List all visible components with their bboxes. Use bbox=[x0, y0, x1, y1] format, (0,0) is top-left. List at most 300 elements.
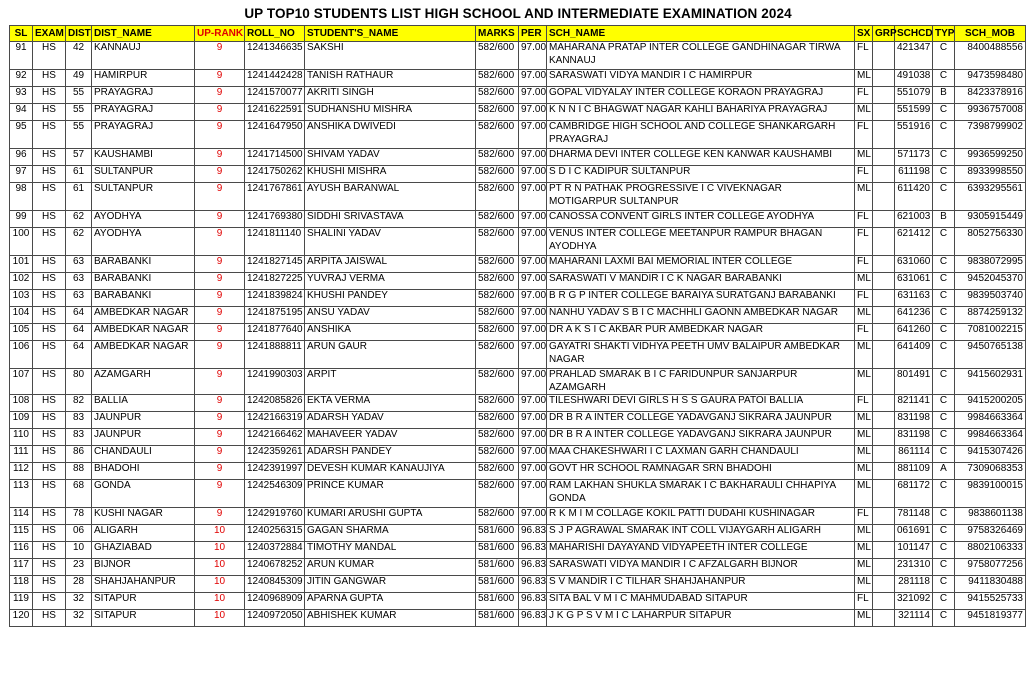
student-name-cell: SIDDHI SRIVASTAVA bbox=[305, 211, 476, 228]
col-header-up-rank: UP-RANK bbox=[195, 26, 245, 42]
sl-cell: 102 bbox=[10, 273, 33, 290]
group-cell bbox=[873, 121, 895, 149]
school-mobile-cell: 9984663364 bbox=[955, 429, 1026, 446]
sex-cell: ML bbox=[855, 412, 873, 429]
roll-no-cell: 1241839824 bbox=[245, 290, 305, 307]
school-mobile-cell: 9411830488 bbox=[955, 576, 1026, 593]
col-header-per: PER bbox=[519, 26, 547, 42]
school-code-cell: 631060 bbox=[895, 256, 933, 273]
up-rank-cell: 10 bbox=[195, 559, 245, 576]
school-code-cell: 281118 bbox=[895, 576, 933, 593]
roll-no-cell: 1241570077 bbox=[245, 87, 305, 104]
exam-cell: HS bbox=[33, 446, 66, 463]
sex-cell: FL bbox=[855, 395, 873, 412]
school-name-cell: MAHARANI LAXMI BAI MEMORIAL INTER COLLEGE bbox=[547, 256, 855, 273]
student-name-cell: AKRITI SINGH bbox=[305, 87, 476, 104]
table-row bbox=[10, 429, 1026, 446]
student-name-cell: ABHISHEK KUMAR bbox=[305, 610, 476, 627]
up-rank-cell: 9 bbox=[195, 256, 245, 273]
school-mobile-cell: 9451819377 bbox=[955, 610, 1026, 627]
table-row bbox=[10, 324, 1026, 341]
exam-cell: HS bbox=[33, 87, 66, 104]
school-name-cell: NANHU YADAV S B I C MACHHLI GAONN AMBEDKAR NAGAR bbox=[547, 307, 855, 324]
group-cell bbox=[873, 149, 895, 166]
exam-cell: HS bbox=[33, 104, 66, 121]
roll-no-cell: 1241647950 bbox=[245, 121, 305, 149]
roll-no-cell: 1242166319 bbox=[245, 412, 305, 429]
dist-name-cell: SHAHJAHANPUR bbox=[92, 576, 195, 593]
exam-cell: HS bbox=[33, 121, 66, 149]
roll-no-cell: 1242391997 bbox=[245, 463, 305, 480]
per-cell: 97.00 bbox=[519, 290, 547, 307]
marks-cell: 582/600 bbox=[476, 211, 519, 228]
marks-cell: 582/600 bbox=[476, 369, 519, 395]
group-cell bbox=[873, 307, 895, 324]
school-name-cell: B R G P INTER COLLEGE BARAIYA SURATGANJ BARABANKI bbox=[547, 290, 855, 307]
sl-cell: 94 bbox=[10, 104, 33, 121]
school-name-cell: PRAHLAD SMARAK B I C FARIDUNPUR SANJARPUR AZAMGARH bbox=[547, 369, 855, 395]
school-name-cell: GOVT HR SCHOOL RAMNAGAR SRN BHADOHI bbox=[547, 463, 855, 480]
group-cell bbox=[873, 104, 895, 121]
type-cell: C bbox=[933, 273, 955, 290]
type-cell: C bbox=[933, 290, 955, 307]
exam-cell: HS bbox=[33, 290, 66, 307]
school-mobile-cell: 9838601138 bbox=[955, 508, 1026, 525]
sex-cell: ML bbox=[855, 610, 873, 627]
student-name-cell: APARNA GUPTA bbox=[305, 593, 476, 610]
sl-cell: 95 bbox=[10, 121, 33, 149]
school-code-cell: 491038 bbox=[895, 70, 933, 87]
per-cell: 97.00 bbox=[519, 508, 547, 525]
page-title: UP TOP10 STUDENTS LIST HIGH SCHOOL AND INTERMEDIATE EXAMINATION 2024 bbox=[244, 6, 792, 21]
table-row bbox=[10, 525, 1026, 542]
sex-cell: ML bbox=[855, 480, 873, 508]
type-cell: C bbox=[933, 121, 955, 149]
school-name-cell: J K G P S V M I C LAHARPUR SITAPUR bbox=[547, 610, 855, 627]
dist-name-cell: BARABANKI bbox=[92, 290, 195, 307]
roll-no-cell: 1241888811 bbox=[245, 341, 305, 369]
school-name-cell: VENUS INTER COLLEGE MEETANPUR RAMPUR BHAGAN AYODHYA bbox=[547, 228, 855, 256]
sex-cell: ML bbox=[855, 576, 873, 593]
per-cell: 97.00 bbox=[519, 341, 547, 369]
per-cell: 96.83 bbox=[519, 610, 547, 627]
sl-cell: 91 bbox=[10, 42, 33, 70]
marks-cell: 581/600 bbox=[476, 559, 519, 576]
header-row bbox=[10, 26, 1026, 42]
per-cell: 97.00 bbox=[519, 369, 547, 395]
dist-name-cell: SITAPUR bbox=[92, 593, 195, 610]
dist-name-cell: SITAPUR bbox=[92, 610, 195, 627]
up-rank-cell: 10 bbox=[195, 610, 245, 627]
table-row bbox=[10, 256, 1026, 273]
roll-no-cell: 1242546309 bbox=[245, 480, 305, 508]
student-name-cell: ANSHIKA bbox=[305, 324, 476, 341]
marks-cell: 582/600 bbox=[476, 307, 519, 324]
dist-name-cell: JAUNPUR bbox=[92, 412, 195, 429]
type-cell: C bbox=[933, 183, 955, 211]
up-rank-cell: 9 bbox=[195, 395, 245, 412]
group-cell bbox=[873, 166, 895, 183]
group-cell bbox=[873, 290, 895, 307]
school-code-cell: 781148 bbox=[895, 508, 933, 525]
sex-cell: FL bbox=[855, 256, 873, 273]
school-name-cell: SARASWATI V MANDIR I C K NAGAR BARABANKI bbox=[547, 273, 855, 290]
roll-no-cell: 1241442428 bbox=[245, 70, 305, 87]
sl-cell: 105 bbox=[10, 324, 33, 341]
per-cell: 96.83 bbox=[519, 559, 547, 576]
dist-name-cell: SULTANPUR bbox=[92, 166, 195, 183]
school-mobile-cell: 9473598480 bbox=[955, 70, 1026, 87]
school-code-cell: 861114 bbox=[895, 446, 933, 463]
up-rank-cell: 9 bbox=[195, 369, 245, 395]
col-header-dist-name: DIST_NAME bbox=[92, 26, 195, 42]
student-name-cell: ANSHIKA DWIVEDI bbox=[305, 121, 476, 149]
school-name-cell: CANOSSA CONVENT GIRLS INTER COLLEGE AYODHYA bbox=[547, 211, 855, 228]
dist-code-cell: 64 bbox=[66, 307, 92, 324]
dist-code-cell: 42 bbox=[66, 42, 92, 70]
type-cell: C bbox=[933, 256, 955, 273]
group-cell bbox=[873, 183, 895, 211]
school-code-cell: 631163 bbox=[895, 290, 933, 307]
per-cell: 97.00 bbox=[519, 324, 547, 341]
school-name-cell: SITA BAL V M I C MAHMUDABAD SITAPUR bbox=[547, 593, 855, 610]
dist-code-cell: 62 bbox=[66, 228, 92, 256]
dist-code-cell: 62 bbox=[66, 211, 92, 228]
sl-cell: 104 bbox=[10, 307, 33, 324]
sl-cell: 120 bbox=[10, 610, 33, 627]
exam-cell: HS bbox=[33, 273, 66, 290]
type-cell: C bbox=[933, 412, 955, 429]
student-name-cell: KHUSHI MISHRA bbox=[305, 166, 476, 183]
up-rank-cell: 9 bbox=[195, 228, 245, 256]
dist-code-cell: 55 bbox=[66, 104, 92, 121]
dist-name-cell: AMBEDKAR NAGAR bbox=[92, 307, 195, 324]
school-code-cell: 821141 bbox=[895, 395, 933, 412]
per-cell: 97.00 bbox=[519, 121, 547, 149]
per-cell: 97.00 bbox=[519, 42, 547, 70]
table-row bbox=[10, 183, 1026, 211]
marks-cell: 582/600 bbox=[476, 87, 519, 104]
table-row bbox=[10, 70, 1026, 87]
school-code-cell: 801491 bbox=[895, 369, 933, 395]
per-cell: 97.00 bbox=[519, 307, 547, 324]
per-cell: 97.00 bbox=[519, 395, 547, 412]
school-mobile-cell: 7309068353 bbox=[955, 463, 1026, 480]
sex-cell: FL bbox=[855, 42, 873, 70]
sl-cell: 118 bbox=[10, 576, 33, 593]
school-mobile-cell: 7081002215 bbox=[955, 324, 1026, 341]
sex-cell: ML bbox=[855, 273, 873, 290]
type-cell: C bbox=[933, 429, 955, 446]
dist-name-cell: KAUSHAMBI bbox=[92, 149, 195, 166]
school-mobile-cell: 9452045370 bbox=[955, 273, 1026, 290]
dist-name-cell: JAUNPUR bbox=[92, 429, 195, 446]
sex-cell: ML bbox=[855, 104, 873, 121]
marks-cell: 582/600 bbox=[476, 412, 519, 429]
per-cell: 97.00 bbox=[519, 429, 547, 446]
school-mobile-cell: 9450765138 bbox=[955, 341, 1026, 369]
group-cell bbox=[873, 324, 895, 341]
sl-cell: 100 bbox=[10, 228, 33, 256]
dist-name-cell: AMBEDKAR NAGAR bbox=[92, 341, 195, 369]
school-mobile-cell: 8802106333 bbox=[955, 542, 1026, 559]
type-cell: C bbox=[933, 542, 955, 559]
student-name-cell: ANSU YADAV bbox=[305, 307, 476, 324]
roll-no-cell: 1240845309 bbox=[245, 576, 305, 593]
sl-cell: 92 bbox=[10, 70, 33, 87]
roll-no-cell: 1240256315 bbox=[245, 525, 305, 542]
student-name-cell: DEVESH KUMAR KANAUJIYA bbox=[305, 463, 476, 480]
marks-cell: 582/600 bbox=[476, 480, 519, 508]
per-cell: 96.83 bbox=[519, 576, 547, 593]
school-code-cell: 881109 bbox=[895, 463, 933, 480]
exam-cell: HS bbox=[33, 429, 66, 446]
table-row bbox=[10, 149, 1026, 166]
per-cell: 97.00 bbox=[519, 87, 547, 104]
group-cell bbox=[873, 341, 895, 369]
per-cell: 97.00 bbox=[519, 70, 547, 87]
col-header-typ: TYP bbox=[933, 26, 955, 42]
up-rank-cell: 9 bbox=[195, 290, 245, 307]
roll-no-cell: 1241622591 bbox=[245, 104, 305, 121]
school-code-cell: 631061 bbox=[895, 273, 933, 290]
school-name-cell: DR A K S I C AKBAR PUR AMBEDKAR NAGAR bbox=[547, 324, 855, 341]
table-row bbox=[10, 121, 1026, 149]
group-cell bbox=[873, 87, 895, 104]
school-mobile-cell: 6393295561 bbox=[955, 183, 1026, 211]
up-rank-cell: 9 bbox=[195, 508, 245, 525]
school-code-cell: 611198 bbox=[895, 166, 933, 183]
school-mobile-cell: 9415525733 bbox=[955, 593, 1026, 610]
roll-no-cell: 1241767861 bbox=[245, 183, 305, 211]
marks-cell: 581/600 bbox=[476, 610, 519, 627]
up-rank-cell: 9 bbox=[195, 211, 245, 228]
dist-code-cell: 57 bbox=[66, 149, 92, 166]
student-name-cell: ARUN KUMAR bbox=[305, 559, 476, 576]
up-rank-cell: 9 bbox=[195, 183, 245, 211]
dist-name-cell: AYODHYA bbox=[92, 211, 195, 228]
sl-cell: 113 bbox=[10, 480, 33, 508]
school-mobile-cell: 9839100015 bbox=[955, 480, 1026, 508]
roll-no-cell: 1241769380 bbox=[245, 211, 305, 228]
type-cell: C bbox=[933, 576, 955, 593]
student-name-cell: YUVRAJ VERMA bbox=[305, 273, 476, 290]
up-rank-cell: 9 bbox=[195, 463, 245, 480]
type-cell: C bbox=[933, 610, 955, 627]
dist-code-cell: 10 bbox=[66, 542, 92, 559]
exam-cell: HS bbox=[33, 576, 66, 593]
roll-no-cell: 1241811140 bbox=[245, 228, 305, 256]
type-cell: B bbox=[933, 87, 955, 104]
roll-no-cell: 1242166462 bbox=[245, 429, 305, 446]
dist-code-cell: 83 bbox=[66, 429, 92, 446]
col-header-sch-mob: SCH_MOB bbox=[955, 26, 1026, 42]
table-row bbox=[10, 87, 1026, 104]
roll-no-cell: 1242359261 bbox=[245, 446, 305, 463]
table-row bbox=[10, 610, 1026, 627]
marks-cell: 581/600 bbox=[476, 593, 519, 610]
school-name-cell: CAMBRIDGE HIGH SCHOOL AND COLLEGE SHANKARGARH PRAYAGRAJ bbox=[547, 121, 855, 149]
exam-cell: HS bbox=[33, 542, 66, 559]
type-cell: C bbox=[933, 307, 955, 324]
dist-name-cell: PRAYAGRAJ bbox=[92, 121, 195, 149]
col-header-student-name: STUDENT'S_NAME bbox=[305, 26, 476, 42]
dist-code-cell: 28 bbox=[66, 576, 92, 593]
dist-name-cell: AYODHYA bbox=[92, 228, 195, 256]
dist-name-cell: ALIGARH bbox=[92, 525, 195, 542]
dist-code-cell: 64 bbox=[66, 341, 92, 369]
marks-cell: 582/600 bbox=[476, 228, 519, 256]
sex-cell: ML bbox=[855, 542, 873, 559]
school-mobile-cell: 9839503740 bbox=[955, 290, 1026, 307]
school-code-cell: 641236 bbox=[895, 307, 933, 324]
school-name-cell: PT R N PATHAK PROGRESSIVE I C VIVEKNAGAR MOTIGARPUR SULTANPUR bbox=[547, 183, 855, 211]
school-mobile-cell: 9415307426 bbox=[955, 446, 1026, 463]
sex-cell: ML bbox=[855, 369, 873, 395]
up-rank-cell: 9 bbox=[195, 70, 245, 87]
col-header-exam: EXAM bbox=[33, 26, 66, 42]
up-rank-cell: 10 bbox=[195, 576, 245, 593]
table-row bbox=[10, 307, 1026, 324]
per-cell: 96.83 bbox=[519, 542, 547, 559]
roll-no-cell: 1241750262 bbox=[245, 166, 305, 183]
school-mobile-cell: 9305915449 bbox=[955, 211, 1026, 228]
table-row bbox=[10, 395, 1026, 412]
school-code-cell: 551916 bbox=[895, 121, 933, 149]
sex-cell: ML bbox=[855, 559, 873, 576]
per-cell: 97.00 bbox=[519, 256, 547, 273]
school-code-cell: 571173 bbox=[895, 149, 933, 166]
school-code-cell: 421347 bbox=[895, 42, 933, 70]
up-rank-cell: 9 bbox=[195, 166, 245, 183]
group-cell bbox=[873, 525, 895, 542]
sl-cell: 103 bbox=[10, 290, 33, 307]
sl-cell: 97 bbox=[10, 166, 33, 183]
school-mobile-cell: 9758077256 bbox=[955, 559, 1026, 576]
table-row bbox=[10, 559, 1026, 576]
up-rank-cell: 9 bbox=[195, 412, 245, 429]
up-rank-cell: 9 bbox=[195, 121, 245, 149]
school-name-cell: R K M I M COLLAGE KOKIL PATTI DUDAHI KUSHINAGAR bbox=[547, 508, 855, 525]
school-name-cell: MAHARISHI DAYAYAND VIDYAPEETH INTER COLLEGE bbox=[547, 542, 855, 559]
per-cell: 97.00 bbox=[519, 480, 547, 508]
student-name-cell: TIMOTHY MANDAL bbox=[305, 542, 476, 559]
school-name-cell: RAM LAKHAN SHUKLA SMARAK I C BAKHARAULI CHHAPIYA GONDA bbox=[547, 480, 855, 508]
school-name-cell: K N N I C BHAGWAT NAGAR KAHLI BAHARIYA PRAYAGRAJ bbox=[547, 104, 855, 121]
exam-cell: HS bbox=[33, 70, 66, 87]
marks-cell: 581/600 bbox=[476, 576, 519, 593]
school-code-cell: 321114 bbox=[895, 610, 933, 627]
table-row bbox=[10, 463, 1026, 480]
dist-name-cell: KUSHI NAGAR bbox=[92, 508, 195, 525]
marks-cell: 582/600 bbox=[476, 395, 519, 412]
school-mobile-cell: 9415200205 bbox=[955, 395, 1026, 412]
up-rank-cell: 10 bbox=[195, 525, 245, 542]
up-rank-cell: 10 bbox=[195, 593, 245, 610]
up-rank-cell: 9 bbox=[195, 446, 245, 463]
school-mobile-cell: 7398799902 bbox=[955, 121, 1026, 149]
marks-cell: 582/600 bbox=[476, 290, 519, 307]
exam-cell: HS bbox=[33, 395, 66, 412]
roll-no-cell: 1241714500 bbox=[245, 149, 305, 166]
dist-code-cell: 61 bbox=[66, 166, 92, 183]
per-cell: 97.00 bbox=[519, 273, 547, 290]
sex-cell: ML bbox=[855, 183, 873, 211]
type-cell: C bbox=[933, 525, 955, 542]
roll-no-cell: 1240972050 bbox=[245, 610, 305, 627]
per-cell: 97.00 bbox=[519, 183, 547, 211]
dist-code-cell: 64 bbox=[66, 324, 92, 341]
dist-code-cell: 63 bbox=[66, 256, 92, 273]
dist-code-cell: 68 bbox=[66, 480, 92, 508]
marks-cell: 582/600 bbox=[476, 104, 519, 121]
dist-name-cell: GONDA bbox=[92, 480, 195, 508]
sl-cell: 117 bbox=[10, 559, 33, 576]
student-name-cell: ADARSH YADAV bbox=[305, 412, 476, 429]
group-cell bbox=[873, 369, 895, 395]
school-mobile-cell: 9984663364 bbox=[955, 412, 1026, 429]
exam-cell: HS bbox=[33, 183, 66, 211]
school-code-cell: 551599 bbox=[895, 104, 933, 121]
roll-no-cell: 1240968909 bbox=[245, 593, 305, 610]
per-cell: 97.00 bbox=[519, 211, 547, 228]
type-cell: C bbox=[933, 166, 955, 183]
school-code-cell: 611420 bbox=[895, 183, 933, 211]
group-cell bbox=[873, 480, 895, 508]
dist-name-cell: AZAMGARH bbox=[92, 369, 195, 395]
exam-cell: HS bbox=[33, 369, 66, 395]
school-mobile-cell: 8933998550 bbox=[955, 166, 1026, 183]
exam-cell: HS bbox=[33, 228, 66, 256]
per-cell: 97.00 bbox=[519, 166, 547, 183]
student-name-cell: SHIVAM YADAV bbox=[305, 149, 476, 166]
sl-cell: 98 bbox=[10, 183, 33, 211]
type-cell: C bbox=[933, 324, 955, 341]
group-cell bbox=[873, 211, 895, 228]
dist-code-cell: 23 bbox=[66, 559, 92, 576]
table-row bbox=[10, 273, 1026, 290]
roll-no-cell: 1241877640 bbox=[245, 324, 305, 341]
type-cell: C bbox=[933, 593, 955, 610]
per-cell: 97.00 bbox=[519, 463, 547, 480]
dist-code-cell: 86 bbox=[66, 446, 92, 463]
type-cell: C bbox=[933, 104, 955, 121]
marks-cell: 581/600 bbox=[476, 525, 519, 542]
student-name-cell: EKTA VERMA bbox=[305, 395, 476, 412]
per-cell: 97.00 bbox=[519, 446, 547, 463]
group-cell bbox=[873, 463, 895, 480]
sl-cell: 101 bbox=[10, 256, 33, 273]
school-mobile-cell: 8423378916 bbox=[955, 87, 1026, 104]
col-header-marks: MARKS bbox=[476, 26, 519, 42]
exam-cell: HS bbox=[33, 593, 66, 610]
roll-no-cell: 1240678252 bbox=[245, 559, 305, 576]
col-header-schcd: SCHCD bbox=[895, 26, 933, 42]
type-cell: C bbox=[933, 42, 955, 70]
exam-cell: HS bbox=[33, 166, 66, 183]
table-row bbox=[10, 341, 1026, 369]
group-cell bbox=[873, 273, 895, 290]
sex-cell: ML bbox=[855, 307, 873, 324]
sex-cell: ML bbox=[855, 341, 873, 369]
student-name-cell: ARPIT bbox=[305, 369, 476, 395]
sex-cell: FL bbox=[855, 121, 873, 149]
dist-name-cell: PRAYAGRAJ bbox=[92, 104, 195, 121]
school-code-cell: 321092 bbox=[895, 593, 933, 610]
school-name-cell: GOPAL VIDYALAY INTER COLLEGE KORAON PRAYAGRAJ bbox=[547, 87, 855, 104]
marks-cell: 581/600 bbox=[476, 542, 519, 559]
school-name-cell: SARASWATI VIDYA MANDIR I C HAMIRPUR bbox=[547, 70, 855, 87]
